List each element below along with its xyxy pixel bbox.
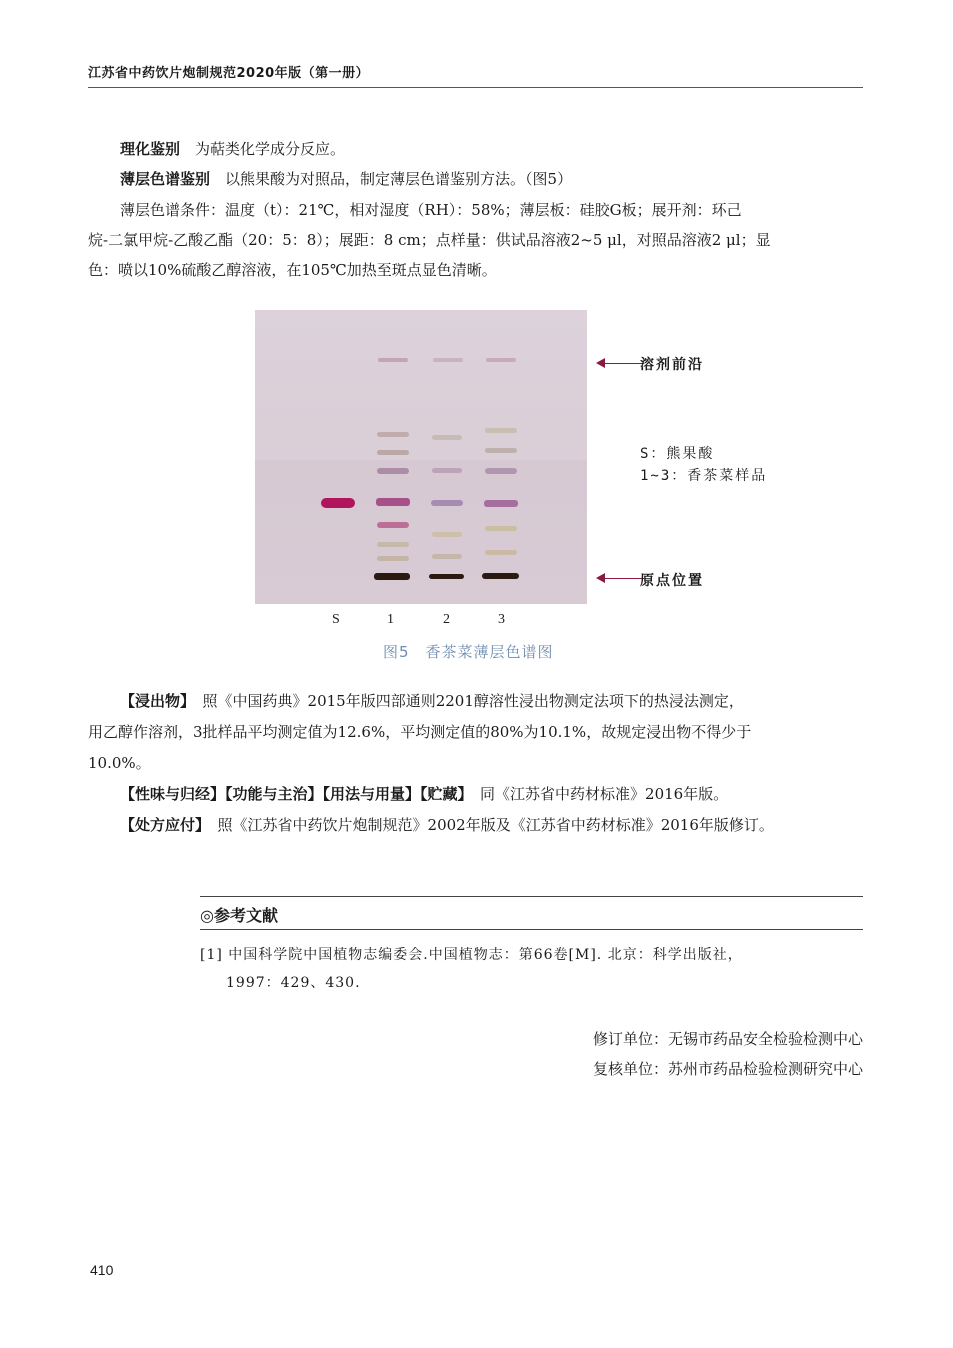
band-lane2-b [432,468,462,473]
references-top-rule [200,896,863,897]
tlc-conditions-line1: 薄层色谱条件：温度（t）：21℃，相对湿度（RH）：58%；薄层板：硅胶G板；展开剂：环己 [120,201,742,219]
misc-label: 【性味与归经】【功能与主治】【用法与用量】【贮藏】 [120,785,466,803]
band-lane3-c [485,468,517,474]
band-lane1-e [377,542,409,547]
band-lane1-b [377,450,409,455]
tlc-conditions-line2: 烷-二氯甲烷-乙酸乙酯（20：5：8）；展距：8 cm；点样量：供试品溶液2~5 μl，对照品溶液2 μl；显 [88,231,771,249]
band-lane3-ursolic [484,500,518,507]
chem-label: 理化鉴别 [120,140,181,158]
origin-label: 原点位置 [640,573,704,589]
extract-label: 【浸出物】 [120,692,188,710]
header-rule [88,87,863,88]
band-lane1-front [378,358,408,362]
references-title: ◎参考文献 [200,906,278,925]
tlc-label: 薄层色谱鉴别 [120,170,211,188]
extract-line3: 10.0%。 [88,754,151,772]
band-lane3-origin [482,573,519,579]
band-lane3-d [485,526,517,531]
band-lane3-b [485,448,517,453]
band-lane2-origin [429,574,464,579]
band-lane1-a [377,432,409,437]
tlc-text: 以熊果酸为对照品，制定薄层色谱鉴别方法。（图5） [225,170,573,188]
band-lane3-front [486,358,516,362]
prescription-line [88,810,898,840]
prescription-label: 【处方应付】 [120,816,203,834]
revising-unit: 修订单位：无锡市药品安全检验检测中心 [592,1030,863,1048]
lane-label-3: 3 [498,612,505,627]
figure-caption: 图5 香茶菜薄层色谱图 [383,643,554,661]
misc-line [88,779,898,809]
band-lane2-ursolic [431,500,463,506]
extract-line2: 用乙醇作溶剂，3批样品平均测定值为12.6%，平均测定值的80%为10.1%，故规定浸出物不得少于 [88,723,752,741]
band-lane2-d [432,554,462,559]
chem-text: 为萜类化学成分反应。 [195,140,346,158]
reviewing-unit: 复核单位：苏州市药品检验检测研究中心 [592,1060,863,1078]
legend-samples: 1~3：香茶菜样品 [640,468,768,484]
extract-line1 [88,686,898,716]
misc-text: 同《江苏省中药材标准》2016年版。 [480,785,729,803]
running-header: 江苏省中药饮片炮制规范2020年版（第一册） [88,66,370,81]
band-lane2-a [432,435,462,440]
tlc-plate-image [255,310,587,604]
reference-1-line1: [1] 中国科学院中国植物志编委会.中国植物志：第66卷[M]. 北京：科学出版社， [200,947,743,963]
tlc-identification [88,164,898,194]
chem-identification [88,134,898,164]
band-lane2-c [432,532,462,537]
band-standard-ursolic [321,498,355,508]
prescription-text: 照《江苏省中药饮片炮制规范》2002年版及《江苏省中药材标准》2016年版修订。 [217,816,774,834]
band-lane1-origin [374,573,410,580]
lane-label-s: S [332,612,340,627]
band-lane1-f [377,556,409,561]
band-lane1-c [377,468,409,474]
references-bottom-rule [200,929,863,930]
tlc-conditions-line3: 色：喷以10%硫酸乙醇溶液，在105℃加热至斑点显色清晰。 [88,261,497,279]
reference-1-line2: 1997：429、430. [226,975,361,991]
extract-text1: 照《中国药典》2015年版四部通则2201醇溶性浸出物测定法项下的热浸法测定， [202,692,744,710]
band-lane3-a [485,428,517,433]
origin-arrow-line [604,578,644,579]
solvent-front-label: 溶剂前沿 [640,357,704,373]
band-lane1-d [377,522,409,528]
legend-standard: S：熊果酸 [640,446,715,462]
band-lane1-ursolic [376,498,410,506]
band-lane2-front [433,358,463,362]
band-lane3-e [485,550,517,555]
lane-label-1: 1 [387,612,394,627]
page-number: 410 [90,1262,114,1278]
lane-label-2: 2 [443,612,450,627]
solvent-front-arrow-line [604,363,644,364]
